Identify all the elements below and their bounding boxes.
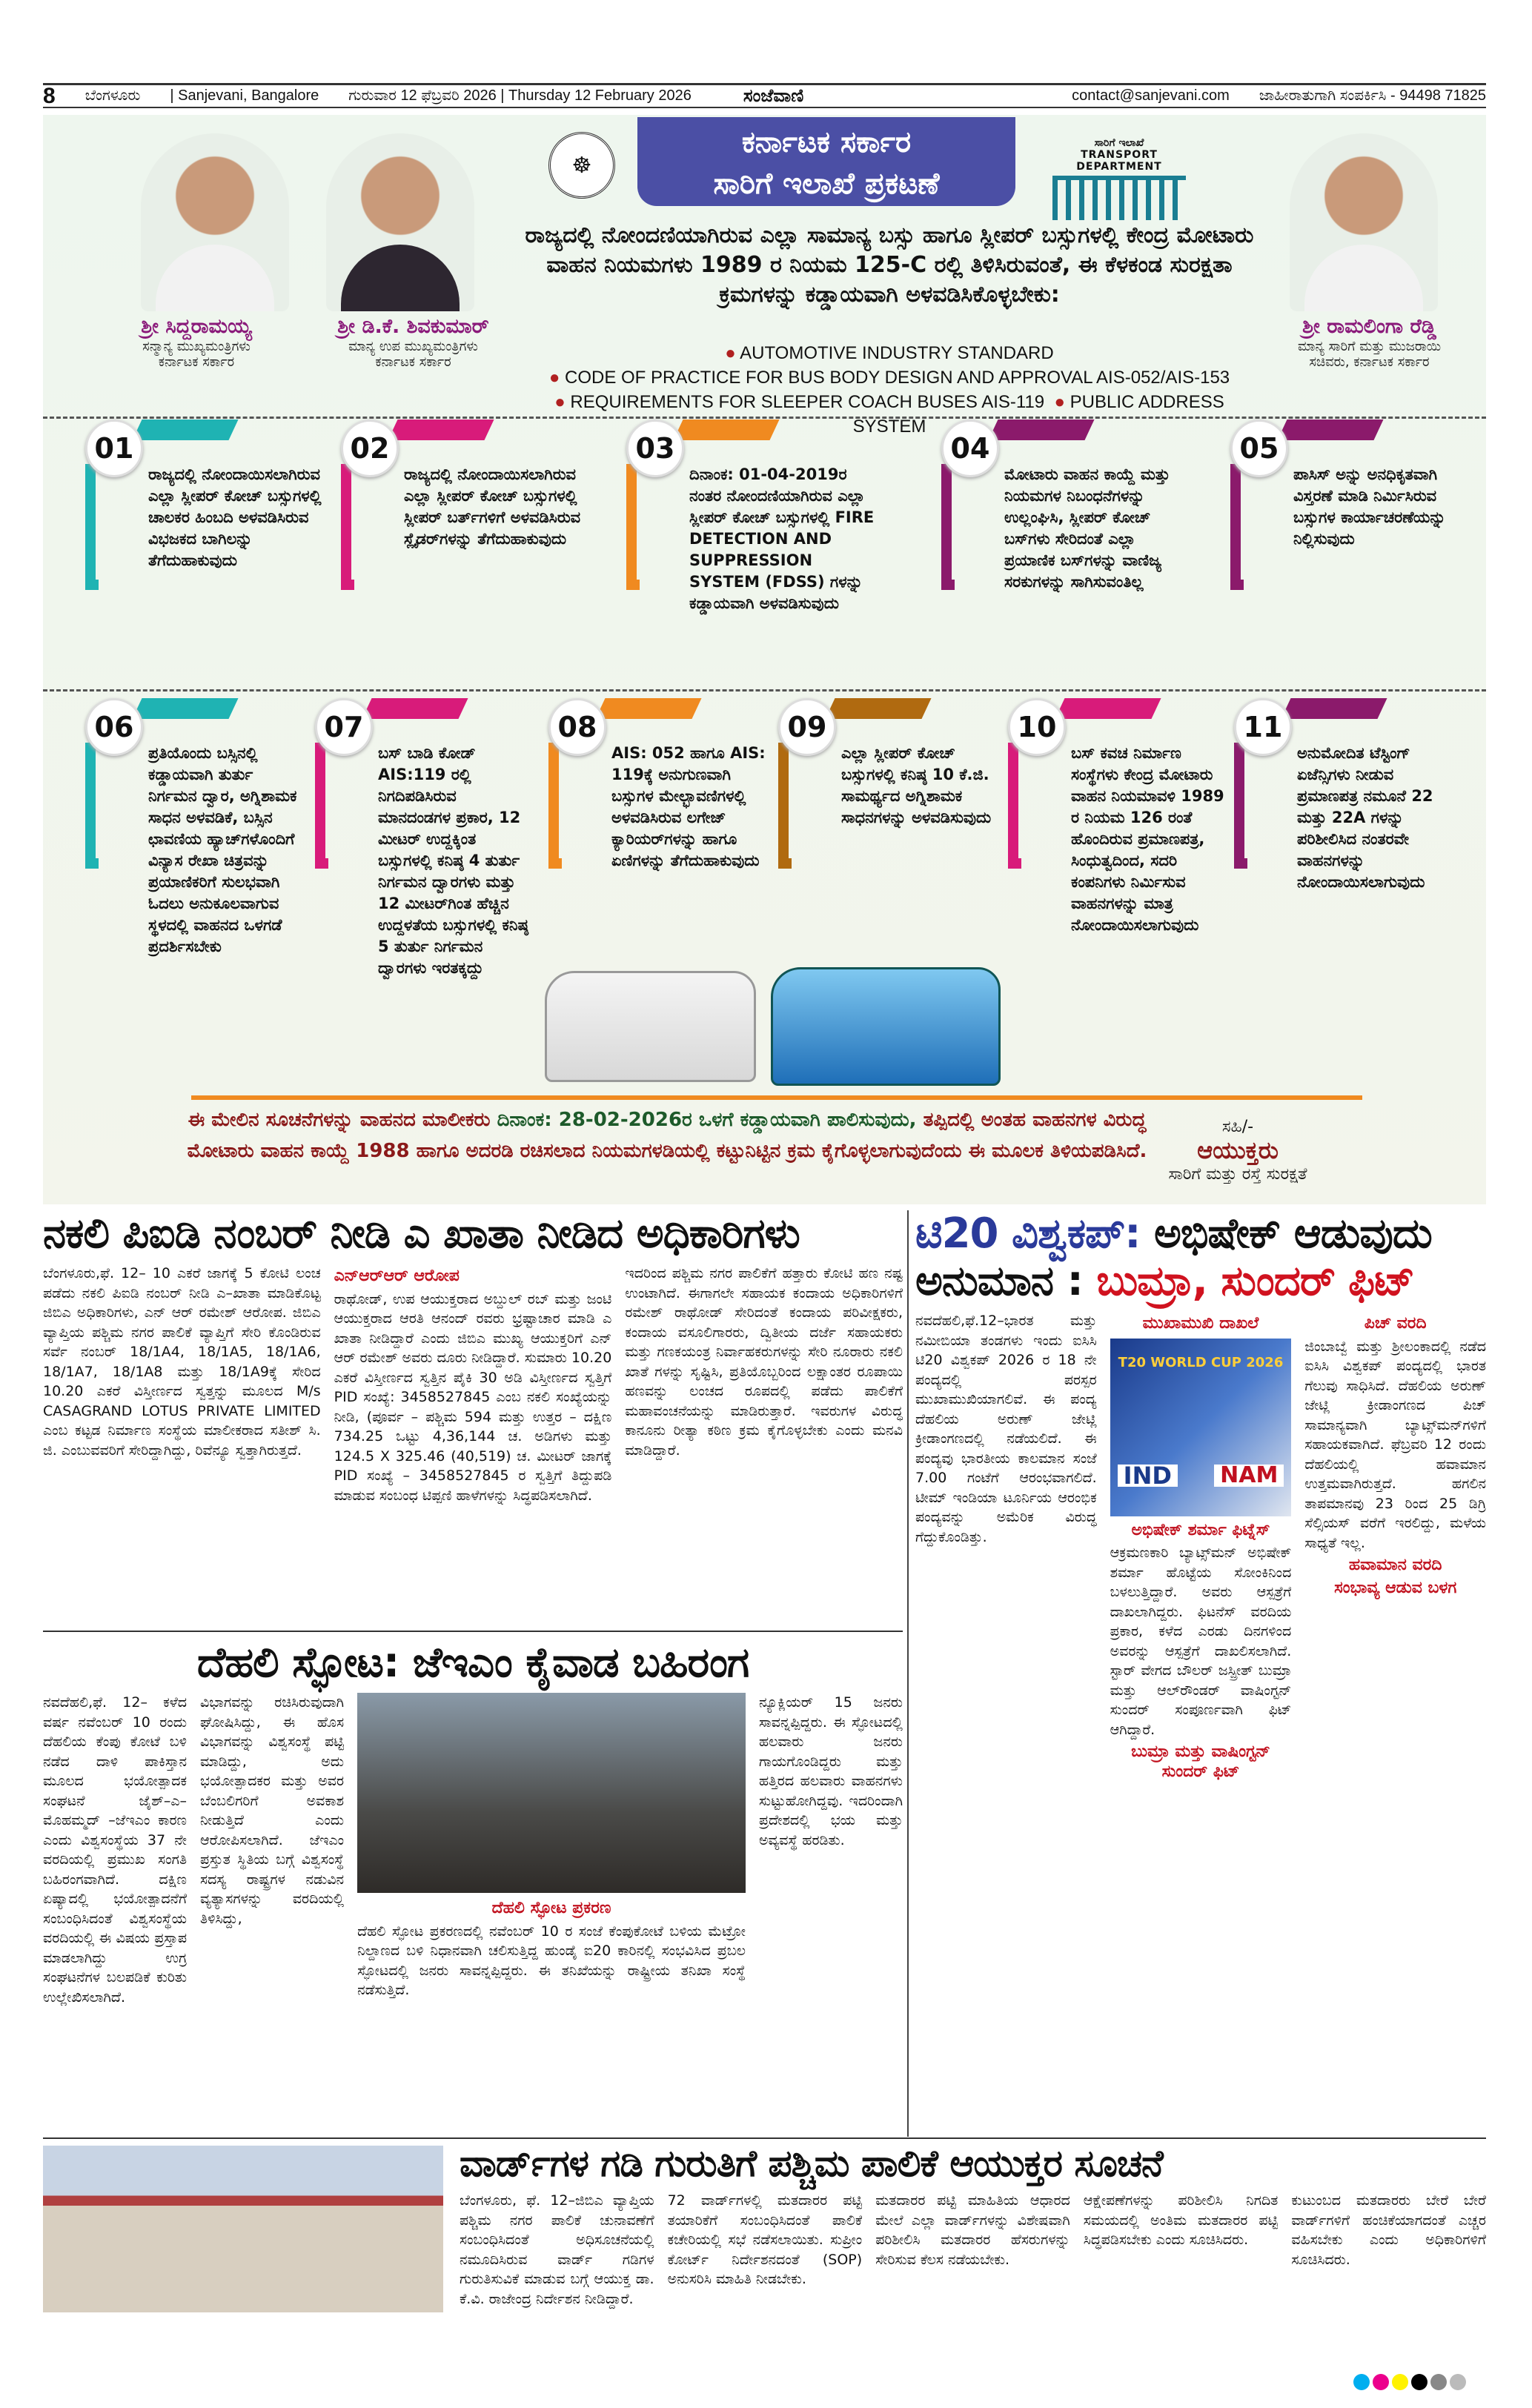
color-dot xyxy=(1392,2374,1408,2390)
person-role: ಮಾನ್ಯ ಉಪ ಮುಖ್ಯಮಂತ್ರಿಗಳು xyxy=(348,339,478,354)
article-ward xyxy=(460,2142,1486,2368)
headline-ward-boundaries: ವಾರ್ಡ್‌ಗಳ ಗಡಿ ಗುರುತಿಗೆ ಪಶ್ಚಿಮ ಪಾಲಿಕೆ ಆಯುಕ್ತರ ಸೂಚನೆ xyxy=(460,2142,1163,2185)
rule-card-04 xyxy=(941,419,1170,686)
rule-card-06 xyxy=(85,698,308,1084)
signature-block xyxy=(1156,1118,1319,1184)
subhead: ಮುಖಾಮುಖಿ ದಾಖಲೆ xyxy=(1142,1314,1259,1333)
divider xyxy=(43,417,1486,419)
article-column: ಕುಟುಂಬದ ಮತದಾರರು ಬೇರೆ ಬೇರೆ ವಾರ್ಡ್‌ಗಳಿಗೆ ಹಂಚಿಕೆಯಾಗದಂತೆ ಎಚ್ಚರ ವಹಿಸಬೇಕು ಎಂದು ಅಧಿಕಾರಿಗಳಿಗೆ ಸೂಚಿಸಿದರು. xyxy=(1291,2192,1486,2268)
person-role: ಮಾನ್ಯ ಸಾರಿಗೆ ಮತ್ತು ಮುಜರಾಯಿ xyxy=(1297,339,1442,354)
dept-name-kn: ಸಾರಿಗೆ ಇಲಾಖೆ xyxy=(1094,137,1144,149)
card-bracket xyxy=(778,743,792,869)
signatory-title: ಆಯುಕ್ತರು xyxy=(1197,1136,1279,1164)
page-number: 8 xyxy=(43,83,56,108)
notice-text: ಈ ಮೇಲಿನ ಸೂಚನೆಗಳನ್ನು ವಾಹನದ ಮಾಲೀಕರು xyxy=(188,1109,497,1131)
headline-part: ಅನುಮಾನ : xyxy=(915,1257,1097,1305)
ad-contact: ಜಾಹೀರಾತುಗಾಗಿ ಸಂಪರ್ಕಿಸಿ - 94498 71825 xyxy=(1259,87,1486,104)
team-b: NAM xyxy=(1214,1465,1284,1487)
city: ಬೆಂಗಳೂರು xyxy=(84,87,141,104)
card-number: 11 xyxy=(1234,698,1292,756)
article-column: ಆಕ್ರಮಣಕಾರಿ ಬ್ಯಾಟ್ಸ್‌ಮನ್ ಅಭಿಷೇಕ್ ಶರ್ಮಾ ಹೊಟ್ಟೆಯ ಸೋಂಕಿನಿಂದ ಬಳಲುತ್ತಿದ್ದಾರೆ. ಅವರು ಆಸ್ಪತ್ರೆಗೆ ದಾಖಲಾಗಿದ್ದರು. ಫಿಟನೆಸ್ ವರದಿಯ ಪ್ರಕಾರ, ಕಳೆದ ಎರಡು ದಿನಗಳಿಂದ ಅವರನ್ನು ಆಸ್ಪತ್ರೆಗೆ ದಾಖಲಿಸಲಾಗಿದೆ. ಸ್ಟಾರ್ ವೇಗದ ಬೌಲರ್ ಜಸ್ಪ್ರೀತ್ ಬುಮ್ರಾ ಮತ್ತು ಆಲ್‌ರೌಂಡರ್ ವಾಷಿಂಗ್ಟನ್ ಸುಂದರ್ ಸಂಪೂರ್ಣವಾಗಿ ಫಿಟ್ ಆಗಿದ್ದಾರೆ. xyxy=(1110,1545,1292,1738)
headline-delhi-blast: ದೆಹಲಿ ಸ್ಫೋಟ: ಜೆಇಎಂ ಕೈವಾಡ ಬಹಿರಂಗ xyxy=(196,1639,749,1687)
portrait-shivakumar xyxy=(326,133,474,311)
ad-title-line2: ಸಾರಿಗೆ ಇಲಾಖೆ ಪ್ರಕಟಣೆ xyxy=(713,167,940,201)
article-column: ನವದೆಹಲಿ,ಫೆ. 12– ಕಳೆದ ವರ್ಷ ನವೆಂಬರ್ 10 ರಂದು ದೆಹಲಿಯ ಕೆಂಪು ಕೋಟೆ ಬಳಿ ನಡೆದ ದಾಳಿ ಪಾಕಿಸ್ತಾನ ಮೂಲದ ಭಯೋತ್ಪಾದಕ ಸಂಘಟನೆ ಜೈಶ್–ಎ–ಮೊಹಮ್ಮದ್ –ಜೆಇಎಂ ಕಾರಣ ಎಂದು ವಿಶ್ವಸಂಸ್ಥೆಯ 37 ನೇ ವರದಿಯಲ್ಲಿ ಪ್ರಮುಖ ಸಂಗತಿ ಬಹಿರಂಗವಾಗಿದೆ. ದಕ್ಷಿಣ ಏಷ್ಯಾದಲ್ಲಿ ಭಯೋತ್ಪಾದನೆಗೆ ಸಂಬಂಧಿಸಿದಂತೆ ವಿಶ್ವಸಂಸ್ಥೆಯ ವರದಿಯಲ್ಲಿ ಈ ವಿಷಯ ಪ್ರಸ್ತಾಪ ಮಾಡಲಾಗಿದ್ದು ಉಗ್ರ ಸಂಘಟನೆಗಳ ಬಲಪಡಿಕೆ ಕುರಿತು ಉಲ್ಲೇಖಿಸಲಾಗಿದೆ. xyxy=(43,1694,188,2006)
person-name: ಶ್ರೀ ರಾಮಲಿಂಗಾ ರೆಡ್ಡಿ xyxy=(1302,315,1436,338)
color-dot xyxy=(1373,2374,1389,2390)
article-column: ಬೆಂಗಳೂರು, ಫೆ. 12–ಜಿಬಿಎ ವ್ಯಾಪ್ತಿಯ ಪಶ್ಚಿಮ ನಗರ ಪಾಲಿಕೆ ಚುನಾವಣೆಗೆ ಸಂಬಂಧಿಸಿದಂತೆ ಅಧಿಸೂಚನೆಯಲ್ಲಿ ನಮೂದಿಸಿರುವ ವಾರ್ಡ್ ಗಡಿಗಳ ಗುರುತಿಸುವಿಕೆ ಮಾಡುವ ಬಗ್ಗೆ ಆಯುಕ್ತ ಡಾ. ಕೆ.ವಿ. ರಾಜೇಂದ್ರ ನಿರ್ದೇಶನ ನೀಡಿದ್ದಾರೆ. xyxy=(460,2192,654,2307)
color-dot xyxy=(1411,2374,1427,2390)
column-rule xyxy=(907,1210,909,2137)
transport-logo-icon xyxy=(1052,176,1186,220)
card-number: 07 xyxy=(315,698,373,756)
card-tab xyxy=(388,419,494,440)
subhead: ಹವಾಮಾನ ವರದಿ xyxy=(1348,1556,1442,1574)
edition: | Sanjevani, Bangalore xyxy=(170,87,319,104)
person-name: ಶ್ರೀ ಡಿ.ಕೆ. ಶಿವಕುಮಾರ್ xyxy=(337,315,489,338)
card-bracket xyxy=(1008,743,1021,869)
rule-card-10 xyxy=(1008,698,1230,1084)
person-3 xyxy=(1260,315,1479,370)
subhead: ಬುಮ್ರಾ ಮತ್ತು ವಾಷಿಂಗ್ಟನ್ ಸುಂದರ್ ಫಿಟ್ xyxy=(1131,1742,1270,1781)
person-org: ಕರ್ನಾಟಕ ಸರ್ಕಾರ xyxy=(375,354,451,370)
dept-name-en: TRANSPORT DEPARTMENT xyxy=(1076,149,1162,173)
contact-email[interactable]: contact@sanjevani.com xyxy=(1072,87,1230,104)
card-text: ಮೋಟಾರು ವಾಹನ ಕಾಯ್ದೆ ಮತ್ತು ನಿಯಮಗಳ ನಿಬಂಧನೆಗಳನ್ನು ಉಲ್ಲಂಘಿಸಿ, ಸ್ಲೀಪರ್ ಕೋಚ್ ಬಸ್‌ಗಳು ಸೇರಿದಂತೆ ಎಲ್ಲಾ ಪ್ರಯಾಣಿಕ ಬಸ್‌ಗಳನ್ನು ವಾಣಿಜ್ಯ ಸರಕುಗಳನ್ನು ಸಾಗಿಸುವಂತಿಲ್ಲ xyxy=(1004,465,1170,591)
divider xyxy=(43,689,1486,691)
card-number: 05 xyxy=(1230,419,1288,477)
article-body-t20 xyxy=(915,1311,1486,2133)
rule-card-01 xyxy=(85,419,322,686)
card-bracket xyxy=(341,464,354,590)
article-column: ನವದೆಹಲಿ,ಫೆ.12–ಭಾರತ ಮತ್ತು ನಮೀಬಿಯಾ ತಂಡಗಳು ಇಂದು ಐಸಿಸಿ ಟಿ20 ವಿಶ್ವಕಪ್ 2026 ರ 18 ನೇ ಪಂದ್ಯದಲ್ಲಿ ಪರಸ್ಪರ ಮುಖಾಮುಖಿಯಾಗಲಿವೆ. ಈ ಪಂದ್ಯ ದೆಹಲಿಯ ಅರುಣ್ ಜೇಟ್ಲಿ ಕ್ರೀಡಾಂಗಣದಲ್ಲಿ ನಡೆಯಲಿದೆ. ಈ ಪಂದ್ಯವು ಭಾರತೀಯ ಕಾಲಮಾನ ಸಂಜೆ 7.00 ಗಂಟೆಗೆ ಆರಂಭವಾಗಲಿದೆ. ಟೀಮ್ ಇಂಡಿಯಾ ಟೂರ್ನಿಯ ಆರಂಭಿಕ ಪಂದ್ಯವನ್ನು ಅಮೆರಿಕ ವಿರುದ್ಧ ಗೆದ್ದುಕೊಂಡಿತ್ತು. xyxy=(915,1313,1097,1545)
card-bracket xyxy=(941,464,955,590)
rule-card-02 xyxy=(341,419,581,686)
divider xyxy=(43,1631,903,1632)
card-bracket xyxy=(1230,464,1244,590)
person-org: ಕರ್ನಾಟಕ ಸರ್ಕಾರ xyxy=(158,354,235,370)
transport-dept-logo xyxy=(1052,137,1186,220)
card-number: 08 xyxy=(548,698,606,756)
article-column: ದೆಹಲಿ ಸ್ಫೋಟ ಪ್ರಕರಣದಲ್ಲಿ ನವೆಂಬರ್ 10 ರ ಸಂಜೆ ಕೆಂಪುಕೋಟೆ ಬಳಿಯ ಮೆಟ್ರೋ ನಿಲ್ದಾಣದ ಬಳಿ ನಿಧಾನವಾಗಿ ಚಲಿಸುತ್ತಿದ್ದ ಹುಂಡೈ ಐ20 ಕಾರಿನಲ್ಲಿ ಸಂಭವಿಸಿದ ಪ್ರಬಲ ಸ್ಫೋಟದಲ್ಲಿ ಜನರು ಸಾವನ್ನಪ್ಪಿದ್ದರು. ಈ ತನಿಖೆಯನ್ನು ರಾಷ್ಟ್ರೀಯ ತನಿಖಾ ಸಂಸ್ಥೆ ನಡೆಸುತ್ತಿದೆ. xyxy=(357,1923,746,1998)
newspaper-logo: ಸಂಜೆವಾಣಿ xyxy=(743,85,804,106)
article-body-fake-pid xyxy=(43,1264,903,1625)
card-bracket xyxy=(85,743,99,869)
article-delhi-blast xyxy=(43,1639,903,2132)
card-tab xyxy=(595,698,701,719)
signed: ಸಹಿ/- xyxy=(1221,1118,1254,1136)
standard-item: ● AUTOMOTIVE INDUSTRY STANDARD xyxy=(526,341,1253,365)
standard-item: ● REQUIREMENTS FOR SLEEPER COACH BUSES AIS-119 xyxy=(554,392,1044,412)
card-tab xyxy=(988,419,1094,440)
article-fake-pid xyxy=(43,1210,903,1625)
subhead: ಅಭಿಷೇಕ್ ಶರ್ಮಾ ಫಿಟ್ನೆಸ್ xyxy=(1131,1520,1270,1539)
subhead: ದೆಹಲಿ ಸ್ಫೋಟ ಪ್ರಕರಣ xyxy=(491,1899,611,1917)
subhead: ಎನ್‌ಆರ್‌ಆರ್ ಆರೋಪ xyxy=(334,1267,460,1285)
person-name: ಶ್ರೀ ಸಿದ್ದರಾಮಯ್ಯ xyxy=(141,315,252,338)
print-color-registration xyxy=(1353,2374,1466,2390)
card-text: ಪಾಸಿಸ್ ಅನ್ನು ಅನಧಿಕೃತವಾಗಿ ವಿಸ್ತರಣೆ ಮಾಡಿ ನಿರ್ಮಿಸಿರುವ ಬಸ್ಸುಗಳ ಕಾರ್ಯಾಚರಣೆಯನ್ನು ನಿಲ್ಲಿಸುವುದು xyxy=(1293,465,1446,548)
card-text: ರಾಜ್ಯದಲ್ಲಿ ನೋಂದಾಯಿಸಲಾಗಿರುವ ಎಲ್ಲಾ ಸ್ಲೀಪರ್ ಕೋಚ್ ಬಸ್ಸುಗಳಲ್ಲಿ ಚಾಲಕರ ಹಿಂಬದಿ ಅಳವಡಿಸಿರುವ ವಿಭಜಕದ ಬಾಗಿಲನ್ನು ತೆಗೆದುಹಾಕುವುದು xyxy=(148,465,322,569)
ad-title-box xyxy=(637,117,1015,206)
card-text: ಅನುಮೋದಿತ ಟೆಸ್ಟಿಂಗ್ ಏಜೆನ್ಸಿಗಳು ನೀಡುವ ಪ್ರಮಾಣಪತ್ರ ನಮೂನೆ 22 ಮತ್ತು 22A ಗಳನ್ನು ಪರಿಶೀಲಿಸಿದ ನಂತರವೇ ವಾಹನಗಳನ್ನು ನೋಂದಾಯಿಸಲಾಗುವುದು xyxy=(1297,744,1433,891)
article-t20 xyxy=(915,1210,1486,2133)
ad-deadline-notice xyxy=(178,1104,1156,1167)
rule-card-11 xyxy=(1234,698,1456,1084)
person-2 xyxy=(308,315,519,370)
card-bracket xyxy=(1234,743,1247,869)
standard-item: ● PUBLIC ADDRESS SYSTEM xyxy=(853,392,1224,437)
card-tab xyxy=(825,698,931,719)
color-dot xyxy=(1450,2374,1466,2390)
meeting-photo xyxy=(43,2146,443,2312)
rule-card-03 xyxy=(626,419,875,686)
color-dot xyxy=(1430,2374,1447,2390)
card-tab xyxy=(1277,419,1383,440)
event-name: T20 WORLD CUP 2026 xyxy=(1118,1354,1284,1370)
card-text: ಎಲ್ಲಾ ಸ್ಲೀಪರ್ ಕೋಚ್ ಬಸ್ಸುಗಳಲ್ಲಿ ಕನಿಷ್ಠ 10 ಕೆ.ಜಿ. ಸಾಮರ್ಥ್ಯದ ಅಗ್ನಿಶಾಮಕ ಸಾಧನಗಳನ್ನು ಅಳವಡಿಸುವುದು xyxy=(841,744,992,826)
article-column: ಬೆಂಗಳೂರು,ಫೆ. 12– 10 ಎಕರೆ ಜಾಗಕ್ಕೆ 5 ಕೋಟಿ ಲಂಚ ಪಡೆದು ನಕಲಿ ಪಿಐಡಿ ನಂಬರ್ ನೀಡಿ ಎ–ಖಾತಾ ಮಾಡಿಕೊಟ್ಟ ಜಿಬಿಎ ಅಧಿಕಾರಿಗಳು, ಎನ್ ಆರ್ ರಮೇಶ್ ಆರೋಪ. ಜಿಬಿಎ ವ್ಯಾಪ್ತಿಯ ಪಶ್ಚಿಮ ನಗರ ಪಾಲಿಕೆ ವ್ಯಾಪ್ತಿಗೆ ಸೇರಿ ಕೊಂಡಿರುವ ಸರ್ವೆ ನಂಬರ್ 18/1A4, 18/1A5, 18/1A6, 18/1A7, 18/1A8 ಮತ್ತು 18/1A9ಕ್ಕೆ ಸೇರಿದ 10.20 ಎಕರೆ ವಿಸ್ತೀರ್ಣದ ಸ್ವತ್ತನ್ನು ಮೂಲದ M/s CASAGRAND LOTUS PRIVATE LIMITED ಎಂಬ ಕಟ್ಟಡ ನಿರ್ಮಾಣ ಸಂಸ್ಥೆಯ ಮಾಲೀಕರಾದ ಸತೀಶ್ ಸಿ. ಜಿ. ಎಂಬುವವರಿಗೆ ಸೇರಿದ್ದಾಗಿದ್ದು, ರಿವೆನ್ಯೂ ಸ್ವತ್ತಾಗಿರುತ್ತದೆ. xyxy=(43,1265,321,1459)
article-column: ಇದರಿಂದ ಪಶ್ಚಿಮ ನಗರ ಪಾಲಿಕೆಗೆ ಹತ್ತಾರು ಕೋಟಿ ಹಣ ನಷ್ಟ ಉಂಟಾಗಿದೆ. ಈಗಾಗಲೇ ಸಹಾಯಕ ಕಂದಾಯ ಅಧಿಕಾರಿಗಳಿಗೆ ರಮೇಶ್ ರಾಥೋಡ್ ಸೇರಿದಂತೆ ಕಂದಾಯ ಪರಿವೀಕ್ಷಕರು, ಕಂದಾಯ ವಸೂಲಿಗಾರರು, ದ್ವಿತೀಯ ದರ್ಜೆ ಸಹಾಯಕರು ಮತ್ತು ಗಣಕಯಂತ್ರ ನಿರ್ವಾಹಕರುಗಳನ್ನು ಸೇರಿ ನೂರಾರು ನಕಲಿ ಖಾತೆ ಗಳನ್ನು ಸೃಷ್ಟಿಸಿ, ಪ್ರತಿಯೊಬ್ಬರಿಂದ ಲಕ್ಷಾಂತರ ರೂಪಾಯಿ ಹಣವನ್ನು ಲಂಚದ ರೂಪದಲ್ಲಿ ಪಡೆದು ಪಾಲಿಕೆಗೆ ಮಹಾವಂಚನೆಯನ್ನು ಮಾಡಿರುತ್ತಾರೆ. ಇವರುಗಳ ವಿರುದ್ಧ ಕಾನೂನು ರೀತ್ಯಾ ಕಠಿಣ ಕ್ರಮ ಕೈಗೊಳ್ಳಬೇಕು ಎಂದು ಮನವಿ ಮಾಡಿದ್ದಾರೆ. xyxy=(625,1265,903,1459)
card-text: ರಾಜ್ಯದಲ್ಲಿ ನೋಂದಾಯಿಸಲಾಗಿರುವ ಎಲ್ಲಾ ಸ್ಲೀಪರ್ ಕೋಚ್ ಬಸ್ಸುಗಳಲ್ಲಿ ಸ್ಲೀಪರ್ ಬರ್ತ್‌ಗಳಿಗೆ ಅಳವಡಿಸಿರುವ ಸ್ಲೈಡರ್‌ಗಳನ್ನು ತೆಗೆದುಹಾಕುವುದು xyxy=(404,465,581,548)
karnataka-emblem-icon: ☸ xyxy=(548,132,615,199)
card-tab xyxy=(362,698,468,719)
signatory-dept: ಸಾರಿಗೆ ಮತ್ತು ರಸ್ತೆ ಸುರಕ್ಷತೆ xyxy=(1168,1165,1307,1184)
card-number: 03 xyxy=(626,419,684,477)
white-bus-image xyxy=(545,971,756,1082)
article-column: ನ್ಯೂಕ್ಲಿಯರ್ 15 ಜನರು ಸಾವನ್ನಪ್ಪಿದ್ದರು. ಈ ಸ್ಫೋಟದಲ್ಲಿ ಹಲವಾರು ಜನರು ಗಾಯಗೊಂಡಿದ್ದರು ಮತ್ತು ಹತ್ತಿರದ ಹಲವಾರು ವಾಹನಗಳು ಸುಟ್ಟುಹೋಗಿದ್ದವು. ಇದರಿಂದಾಗಿ ಪ್ರದೇಶದಲ್ಲಿ ಭಯ ಮತ್ತು ಅವ್ಯವಸ್ಥೆ ಹರಡಿತು. xyxy=(758,1694,903,1848)
card-number: 06 xyxy=(85,698,143,756)
card-tab xyxy=(132,419,238,440)
card-text: AIS: 052 ಹಾಗೂ AIS: 119ಕ್ಕೆ ಅನುಗುಣವಾಗಿ ಬಸ್ಸುಗಳ ಮೇಲ್ಭಾವಣಿಗಳಲ್ಲಿ ಅಳವಡಿಸಿರುವ ಲಗೇಜ್ ಕ್ಯಾರಿಯರ್‌ಗಳನ್ನು ಹಾಗೂ ಏಣಿಗಳನ್ನು ತೆಗೆದುಹಾಕುವುದು xyxy=(611,744,766,869)
card-bracket xyxy=(548,743,562,869)
card-bracket xyxy=(626,464,640,590)
article-column: ವಿಭಾಗವನ್ನು ರಚಿಸಿರುವುದಾಗಿ ಘೋಷಿಸಿದ್ದು, ಈ ಹೊಸ ವಿಭಾಗವನ್ನು ವಿಶ್ವಸಂಸ್ಥೆ ಪಟ್ಟಿ ಮಾಡಿದ್ದು, ಅದು ಭಯೋತ್ಪಾದಕರ ಮತ್ತು ಅವರ ಬೆಂಬಲಿಗರಿಗೆ ಅವಕಾಶ ನೀಡುತ್ತಿದೆ ಎಂದು ಆರೋಪಿಸಲಾಗಿದೆ. ಜೆಇಎಂ ಪ್ರಸ್ತುತ ಸ್ಥಿತಿಯ ಬಗ್ಗೆ ವಿಶ್ವಸಂಸ್ಥೆ ಸದಸ್ಯ ರಾಷ್ಟ್ರಗಳ ನಡುವಿನ ವ್ಯತ್ಯಾಸಗಳನ್ನು ವರದಿಯಲ್ಲಿ ತಿಳಿಸಿದ್ದು, xyxy=(200,1694,345,1927)
card-text: ಪ್ರತಿಯೊಂದು ಬಸ್ಸಿನಲ್ಲಿ ಕಡ್ಡಾಯವಾಗಿ ತುರ್ತು ನಿರ್ಗಮನ ದ್ವಾರ, ಅಗ್ನಿಶಾಮಕ ಸಾಧನ ಅಳವಡಿಕೆ, ಬಸ್ಸಿನ ಛಾವಣಿಯ ಹ್ಯಾಚ್‌ಗಳೊಂದಿಗೆ ವಿನ್ಯಾಸ ರೇಖಾ ಚಿತ್ರವನ್ನು ಪ್ರಯಾಣಿಕರಿಗೆ ಸುಲಭವಾಗಿ ಓದಲು ಅನುಕೂಲವಾಗುವ ಸ್ಥಳದಲ್ಲಿ ವಾಹನದ ಒಳಗಡೆ ಪ್ರದರ್ಶಿಸಬೇಕು xyxy=(148,744,297,955)
masthead xyxy=(43,83,1486,108)
article-column: ಜಿಂಬಾಬ್ವೆ ಮತ್ತು ಶ್ರೀಲಂಕಾದಲ್ಲಿ ನಡೆದ ಐಸಿಸಿ ವಿಶ್ವಕಪ್ ಪಂದ್ಯದಲ್ಲಿ ಭಾರತ ಗೆಲುವು ಸಾಧಿಸಿದೆ. ದೆಹಲಿಯ ಅರುಣ್ ಜೇಟ್ಲಿ ಕ್ರೀಡಾಂಗಣದ ಪಿಚ್ ಸಾಮಾನ್ಯವಾಗಿ ಬ್ಯಾಟ್ಸ್‌ಮನ್‌ಗಳಿಗೆ ಸಹಾಯಕವಾಗಿದೆ. ಫೆಬ್ರವರಿ 12 ರಂದು ದೆಹಲಿಯಲ್ಲಿ ಹವಾಮಾನ ಉತ್ತಮವಾಗಿರುತ್ತದೆ. ಹಗಲಿನ ತಾಪಮಾನವು 23 ರಿಂದ 25 ಡಿಗ್ರಿ ಸೆಲ್ಸಿಯಸ್ ವರೆಗೆ ಇರಲಿದ್ದು, ಮಳೆಯ ಸಾಧ್ಯತೆ ಇಲ್ಲ. xyxy=(1304,1338,1487,1551)
card-text: ಬಸ್ ಕವಚ ನಿರ್ಮಾಣ ಸಂಸ್ಥೆಗಳು ಕೇಂದ್ರ ಮೋಟಾರು ವಾಹನ ನಿಯಮಾವಳಿ 1989 ರ ನಿಯಮ 126 ರಂತೆ ಹೊಂದಿರುವ ಪ್ರಮಾಣಪತ್ರ, ಸಿಂಧುತ್ವದಿಂದ, ಸದರಿ ಕಂಪನಿಗಳು ನಿರ್ಮಿಸುವ ವಾಹನಗಳನ್ನು ಮಾತ್ರ ನೋಂದಾಯಿಸಲಾಗುವುದು xyxy=(1071,744,1224,934)
portrait-siddaramaiah xyxy=(141,133,289,311)
headline-part: ಬುಮ್ರಾ, ಸುಂದರ್ ಫಿಟ್ xyxy=(1096,1257,1414,1305)
headline-t20 xyxy=(915,1210,1486,1305)
card-number: 09 xyxy=(778,698,836,756)
ad-lead-text: ರಾಜ್ಯದಲ್ಲಿ ನೋಂದಣಿಯಾಗಿರುವ ಎಲ್ಲಾ ಸಾಮಾನ್ಯ ಬಸ್ಸು ಹಾಗೂ ಸ್ಲೀಪರ್ ಬಸ್ಸುಗಳಲ್ಲಿ ಕೇಂದ್ರ ಮೋಟಾರು ವಾಹನ ನಿಯಮಗಳು 1989 ರ ನಿಯಮ 125-C ರಲ್ಲಿ ತಿಳಿಸಿರುವಂತೆ, ಈ ಕೆಳಕಂಡ ಸುರಕ್ಷತಾ ಕ್ರಮಗಳನ್ನು ಕಡ್ಡಾಯವಾಗಿ ಅಳವಡಿಸಿಕೊಳ್ಳಬೇಕು: xyxy=(525,222,1254,308)
card-bracket xyxy=(315,743,328,869)
card-tab xyxy=(132,698,238,719)
blast-scene-photo xyxy=(357,1693,746,1893)
article-column: ಆಕ್ಷೇಪಣೆಗಳನ್ನು ಪರಿಶೀಲಿಸಿ ನಿಗದಿತ ಸಮಯದಲ್ಲಿ ಅಂತಿಮ ಮತದಾರರ ಪಟ್ಟಿ ಸಿದ್ಧಪಡಿಸಬೇಕು ಎಂದು ಸೂಚಿಸಿದರು. xyxy=(1083,2192,1279,2248)
person-1 xyxy=(89,315,304,370)
person-org: ಸಚಿವರು, ಕರ್ನಾಟಕ ಸರ್ಕಾರ xyxy=(1309,354,1430,370)
rule-card-05 xyxy=(1230,419,1453,686)
card-tab xyxy=(673,419,779,440)
card-tab xyxy=(1281,698,1387,719)
headline-part: ಟಿ20 ವಿಶ್ವಕಪ್: xyxy=(915,1210,1141,1258)
headline-fake-pid: ನಕಲಿ ಪಿಐಡಿ ನಂಬರ್ ನೀಡಿ ಎ ಖಾತಾ ನೀಡಿದ ಅಧಿಕಾರಿಗಳು xyxy=(43,1210,800,1258)
headline-part: ಅಭಿಷೇಕ್ ಆಡುವುದು xyxy=(1140,1210,1432,1258)
standard-item: ● CODE OF PRACTICE FOR BUS BODY DESIGN AND APPROVAL AIS-052/AIS-153 xyxy=(526,365,1253,390)
person-role: ಸನ್ಮಾನ್ಯ ಮುಖ್ಯಮಂತ್ರಿಗಳು xyxy=(142,339,251,354)
article-body-delhi-blast xyxy=(43,1693,903,2132)
orange-rule xyxy=(191,1095,1362,1100)
card-tab xyxy=(1055,698,1161,719)
deadline-date: ದಿನಾಂಕ: 28-02-2026ರ ಒಳಗೆ ಕಡ್ಡಾಯವಾಗಿ ಪಾಲಿಸುವುದು, xyxy=(497,1109,917,1131)
article-column: ರಾಥೋಡ್, ಉಪ ಆಯುಕ್ತರಾದ ಅಬ್ದುಲ್ ರಬ್ ಮತ್ತು ಜಂಟಿ ಆಯುಕ್ತರಾದ ಆರತಿ ಆನಂದ್ ರವರು ಭ್ರಷ್ಟಾಚಾರ ಮಾಡಿ ಎ ಖಾತಾ ನೀಡಿದ್ದಾರೆ ಎಂದು ಜಿಬಿಎ ಮುಖ್ಯ ಆಯುಕ್ತರಿಗೆ ಎನ್ ಆರ್ ರಮೇಶ್ ಅವರು ದೂರು ನೀಡಿದ್ದಾರೆ. ಸುಮಾರು 10.20 ಎಕರೆ ವಿಸ್ತೀರ್ಣದ ಸ್ವತ್ತಿನ ಪೈಕಿ 30 ಅಡಿ ವಿಸ್ತೀರ್ಣದ ಸ್ವತ್ತಿಗೆ PID ಸಂಖ್ಯೆ: 3458527845 ಎಂಬ ನಕಲಿ ಸಂಖ್ಯೆಯನ್ನು ನೀಡಿ, (ಪೂರ್ವ – ಪಶ್ಚಿಮ 594 ಮತ್ತು ಉತ್ತರ – ದಕ್ಷಿಣ 734.25 ಒಟ್ಟು 4,36,144 ಚ. ಅಡಿಗಳು ಮತ್ತು 124.5 X 325.46 (40,519) ಚ. ಮೀಟರ್ ಜಾಗಕ್ಕೆ PID ಸಂಖ್ಯೆ – 3458527845 ರ ಸ್ವತ್ತಿಗೆ ತಿದ್ದುಪಡಿ ಮಾಡುವ ಸಂಬಂಧ ಟಿಪ್ಪಣಿ ಹಾಳೆಗಳನ್ನು ಸಿದ್ಧಪಡಿಸಲಾಗಿದೆ. xyxy=(334,1290,612,1504)
divider xyxy=(43,2137,1486,2139)
blue-bus-image xyxy=(771,967,1001,1086)
subhead: ಪಿಚ್ ವರದಿ xyxy=(1364,1314,1427,1333)
card-number: 10 xyxy=(1008,698,1066,756)
article-column: 72 ವಾರ್ಡ್‌ಗಳಲ್ಲಿ ಮತದಾರರ ಪಟ್ಟಿ ತಯಾರಿಕೆಗೆ ಸಂಬಂಧಿಸಿದಂತೆ ಪಾಲಿಕೆ ಕಚೇರಿಯಲ್ಲಿ ಸಭೆ ನಡೆಸಲಾಯಿತು. ಸುಪ್ರೀಂ ಕೋರ್ಟ್ ನಿರ್ದೇಶನದಂತೆ (SOP) ಅನುಸರಿಸಿ ಮಾಹಿತಿ ನೀಡಬೇಕು. xyxy=(667,2192,863,2287)
date: ಗುರುವಾರ 12 ಫೆಬ್ರವರಿ 2026 | Thursday 12 February 2026 xyxy=(348,87,692,104)
subhead: ಸಂಭಾವ್ಯ ಆಡುವ ಬಳಗ xyxy=(1334,1578,1457,1597)
card-bracket xyxy=(85,464,99,590)
color-dot xyxy=(1353,2374,1370,2390)
article-body-ward xyxy=(460,2191,1486,2368)
card-number: 04 xyxy=(941,419,999,477)
card-text: ದಿನಾಂಕ: 01-04-2019ರ ನಂತರ ನೋಂದಣಿಯಾಗಿರುವ ಎಲ್ಲಾ ಸ್ಲೀಪರ್ ಕೋಚ್ ಬಸ್ಸುಗಳಲ್ಲಿ FIRE DETECTION AND SUPPRESSION SYSTEM (FDSS) ಗಳನ್ನು ಕಡ್ಡಾಯವಾಗಿ ಅಳವಡಿಸುವುದು xyxy=(689,465,875,612)
card-number: 01 xyxy=(85,419,143,477)
article-column: ಮತದಾರರ ಪಟ್ಟಿ ಮಾಹಿತಿಯ ಆಧಾರದ ಮೇಲೆ ಎಲ್ಲಾ ವಾರ್ಡ್‌ಗಳನ್ನು ವಿಶೇಷವಾಗಿ ಪರಿಶೀಲಿಸಿ ಮತದಾರರ ಹೆಸರುಗಳನ್ನು ಸೇರಿಸುವ ಕೆಲಸ ನಡೆಯಬೇಕು. xyxy=(875,2192,1070,2268)
team-a: IND xyxy=(1118,1465,1178,1487)
card-number: 02 xyxy=(341,419,399,477)
ind-vs-nam-graphic xyxy=(1110,1339,1292,1516)
card-text: ಬಸ್ ಬಾಡಿ ಕೋಡ್ AIS:119 ರಲ್ಲಿ ನಿಗದಿಪಡಿಸಿರುವ ಮಾನದಂಡಗಳ ಪ್ರಕಾರ, 12 ಮೀಟರ್ ಉದ್ದಕ್ಕಿಂತ ಬಸ್ಸುಗಳಲ್ಲಿ ಕನಿಷ್ಠ 4 ತುರ್ತು ನಿರ್ಗಮನ ದ್ವಾರಗಳು ಮತ್ತು 12 ಮೀಟರ್‌ಗಿಂತ ಹೆಚ್ಚಿನ ಉದ್ದಳತೆಯ ಬಸ್ಸುಗಳಲ್ಲಿ ಕನಿಷ್ಠ 5 ತುರ್ತು ನಿರ್ಗಮನ ದ್ವಾರಗಳು ಇರತಕ್ಕದ್ದು xyxy=(378,744,528,977)
ad-title-line1: ಕರ್ನಾಟಕ ಸರ್ಕಾರ xyxy=(741,125,912,159)
portrait-ramalinga-reddy xyxy=(1290,133,1438,311)
notice-text: ತಪ್ಪಿದಲ್ಲಿ ಅಂತಹ ವಾಹನಗಳ ವಿರುದ್ಧ ಮೋಟಾರು ವಾಹನ ಕಾಯ್ದೆ 1988 ಹಾಗೂ ಅದರಡಿ ರಚಿಸಲಾದ ನಿಯಮಗಳಡಿಯಲ್ಲಿ ಕಟ್ಟುನಿಟ್ಟಿನ ಕ್ರಮ ಕೈಗೊಳ್ಳಲಾಗುವುದೆಂದು ಈ ಮೂಲಕ ತಿಳಿಯಪಡಿಸಿದೆ. xyxy=(187,1109,1147,1162)
rule-card-07 xyxy=(315,698,537,1084)
